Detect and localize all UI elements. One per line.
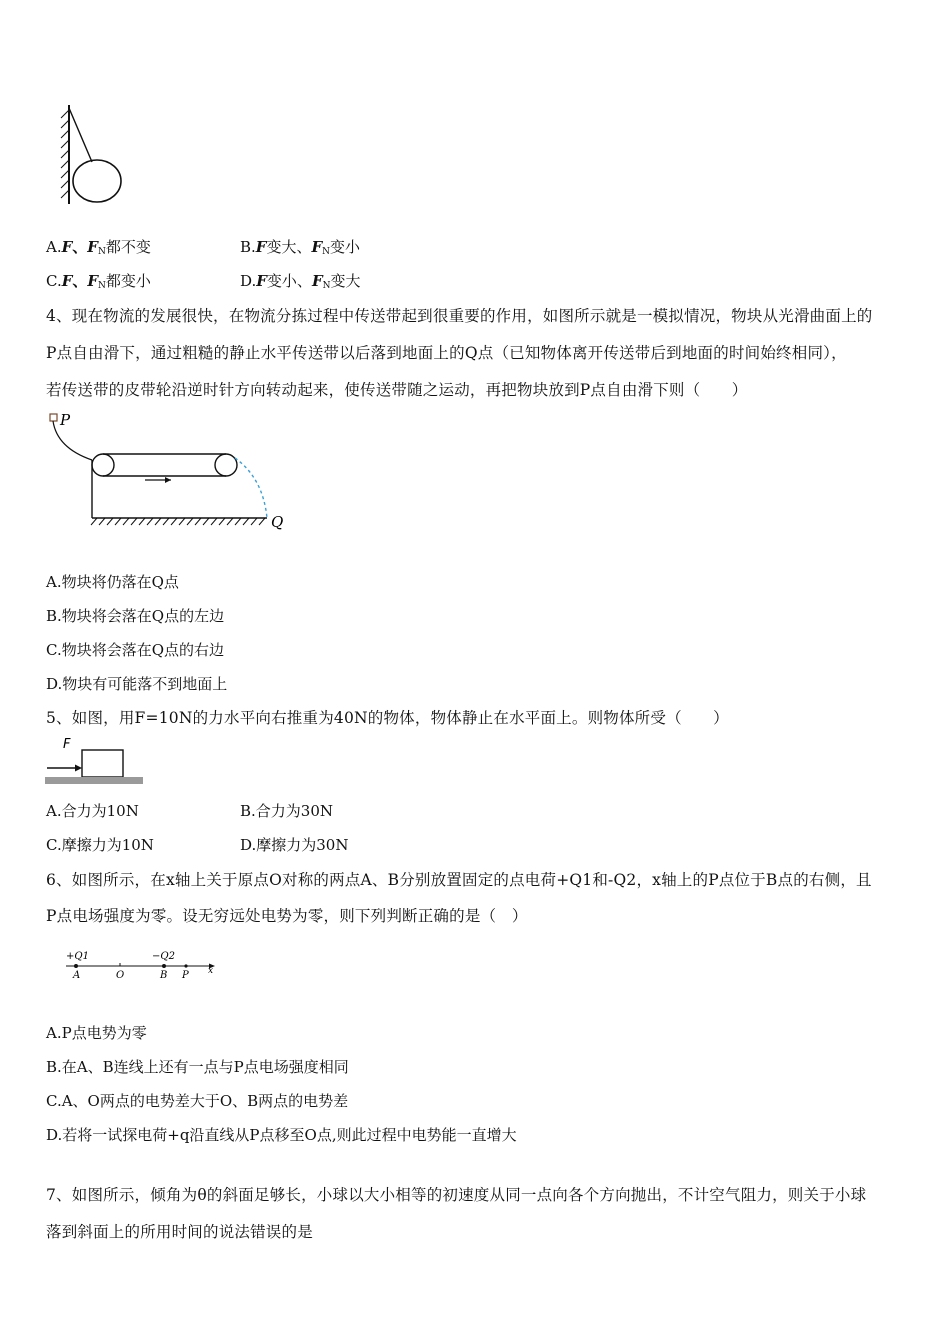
q6-stem-line-1: 6、如图所示，在x轴上关于原点O对称的两点A、B分别放置固定的点电荷+Q1和-Q2，x轴上的P点位于B点的右侧，且 [46,871,872,889]
label-p: P [60,411,71,429]
label-q: Q [271,513,284,531]
conveyor-figure [45,408,295,538]
q4-stem-line-3: 若传送带的皮带轮沿逆时针方向转动起来，使传送带随之运动，再把物块放到P点自由滑下则（ ） [46,381,748,399]
label-x: x [208,966,214,976]
q3-option-d: D.F变小、$F_N$变大 [240,272,361,291]
q5-option-b: B.合力为30N [240,802,334,820]
q5-stem: 5、如图，用F=10N的力水平向右推重为40N的物体，物体静止在水平面上。则物体所受（ ） [46,709,729,727]
label-p: P [182,970,189,981]
q6-option-a: A.P点电势为零 [46,1024,147,1042]
label-b: B [160,970,168,981]
block-force-figure [45,735,155,790]
q7-stem-line-1: 7、如图所示，倾角为θ的斜面足够长，小球以大小相等的初速度从同一点向各个方向抛出，不计空气阻力，则关于小球 [46,1186,867,1204]
wall-ball-figure [55,100,145,215]
q4-stem-line-2: P点自由滑下，通过粗糙的静止水平传送带以后落到地面上的Q点（已知物体离开传送带后到地面的时间始终相同）， [46,344,847,362]
q4-option-d: D.物块有可能落不到地面上 [46,675,228,693]
q3-option-c: C.F、$F_N$都变小 [46,272,151,291]
label-plus-q1: +Q1 [66,951,89,962]
q3-option-a: A.F、$F_N$都不变 [46,238,151,257]
label-minus-q2: −Q2 [152,951,175,962]
q4-option-b: B.物块将会落在Q点的左边 [46,607,225,625]
label-o: O [116,970,125,981]
q6-option-c: C.A、O两点的电势差大于O、B两点的电势差 [46,1092,349,1110]
q3-option-b: B.F变大、$F_N$变小 [240,238,361,257]
charge-axis-figure [60,942,230,992]
q5-option-a: A.合力为10N [46,802,139,820]
q4-stem-line-1: 4、现在物流的发展很快，在物流分拣过程中传送带起到很重要的作用，如图所示就是一模拟情况，物块从光滑曲面上的 [46,307,873,325]
q4-option-a: A.物块将仍落在Q点 [46,573,179,591]
label-a: A [73,970,81,981]
q5-option-d: D.摩擦力为30N [240,836,349,854]
label-f: F [63,737,71,752]
q7-stem-line-2: 落到斜面上的所用时间的说法错误的是 [46,1223,313,1241]
q6-option-d: D.若将一试探电荷+q沿直线从P点移至O点,则此过程中电势能一直增大 [46,1126,517,1144]
q5-option-c: C.摩擦力为10N [46,836,154,854]
q6-option-b: B.在A、B连线上还有一点与P点电场强度相同 [46,1058,349,1076]
q4-option-c: C.物块将会落在Q点的右边 [46,641,225,659]
q6-stem-line-2: P点电场强度为零。设无穷远处电势为零，则下列判断正确的是（ ） [46,907,528,925]
